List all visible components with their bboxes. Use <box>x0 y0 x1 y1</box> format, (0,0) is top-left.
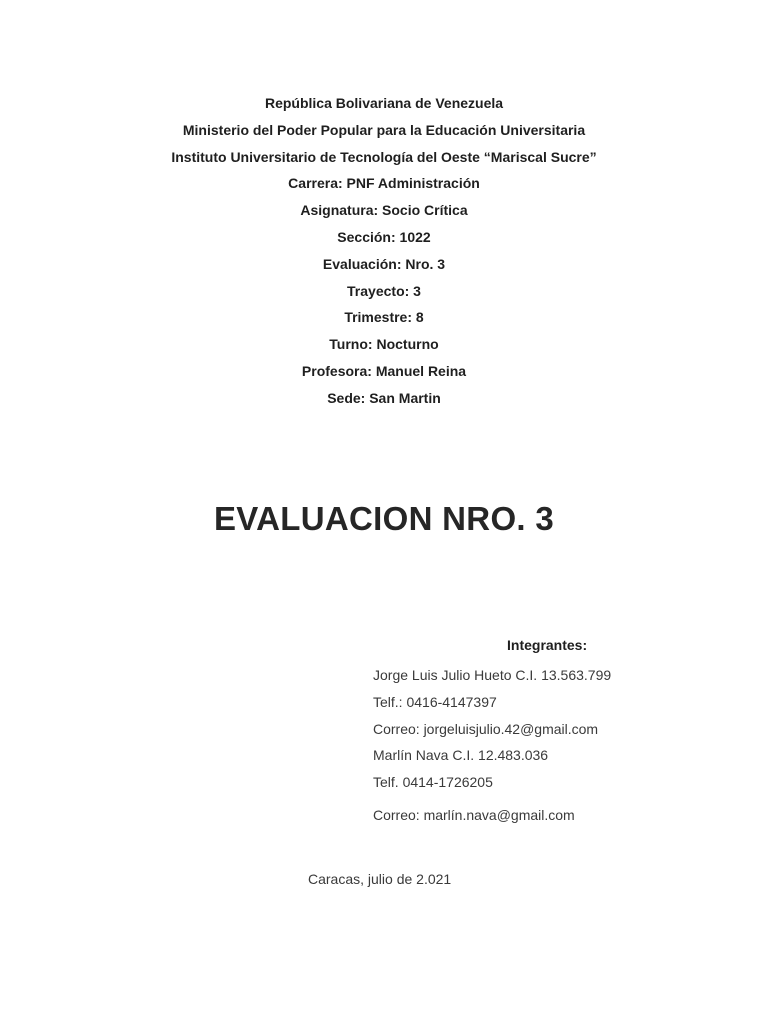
member-line-2-name: Marlín Nava C.I. 12.483.036 <box>373 747 549 764</box>
document-title: EVALUACION NRO. 3 <box>213 500 554 537</box>
header-line-teacher: Profesora: Manuel Reina <box>301 362 467 379</box>
members-list <box>373 662 611 829</box>
header-line-ministry: Ministerio del Poder Popular para la Educación Universitaria <box>182 121 586 138</box>
header-line-subject: Asignatura: Socio Crítica <box>300 202 468 219</box>
institution-header <box>0 90 768 412</box>
member-line-1-phone: Telf.: 0416-4147397 <box>373 693 497 710</box>
header-line-shift: Turno: Nocturno <box>329 336 439 353</box>
member-line-1-email: Correo: jorgeluisjulio.42@gmail.com <box>373 720 599 737</box>
header-line-institute: Instituto Universitario de Tecnología del Oeste “Mariscal Sucre” <box>171 148 597 165</box>
header-line-country: República Bolivariana de Venezuela <box>264 95 504 111</box>
member-line-1-name: Jorge Luis Julio Hueto C.I. 13.563.799 <box>373 667 612 683</box>
place-date: Caracas, julio de 2.021 <box>308 871 452 887</box>
header-line-campus: Sede: San Martin <box>327 389 441 406</box>
member-line-2-phone: Telf. 0414-1726205 <box>373 774 493 791</box>
header-line-career: Carrera: PNF Administración <box>288 175 480 192</box>
header-line-evaluation: Evaluación: Nro. 3 <box>322 255 446 272</box>
header-line-section: Sección: 1022 <box>337 228 431 245</box>
member-line-2-email: Correo: marlín.nava@gmail.com <box>373 806 575 823</box>
header-line-trajectory: Trayecto: 3 <box>347 282 421 299</box>
header-line-trimester: Trimestre: 8 <box>344 309 424 326</box>
members-heading: Integrantes: <box>507 637 588 653</box>
